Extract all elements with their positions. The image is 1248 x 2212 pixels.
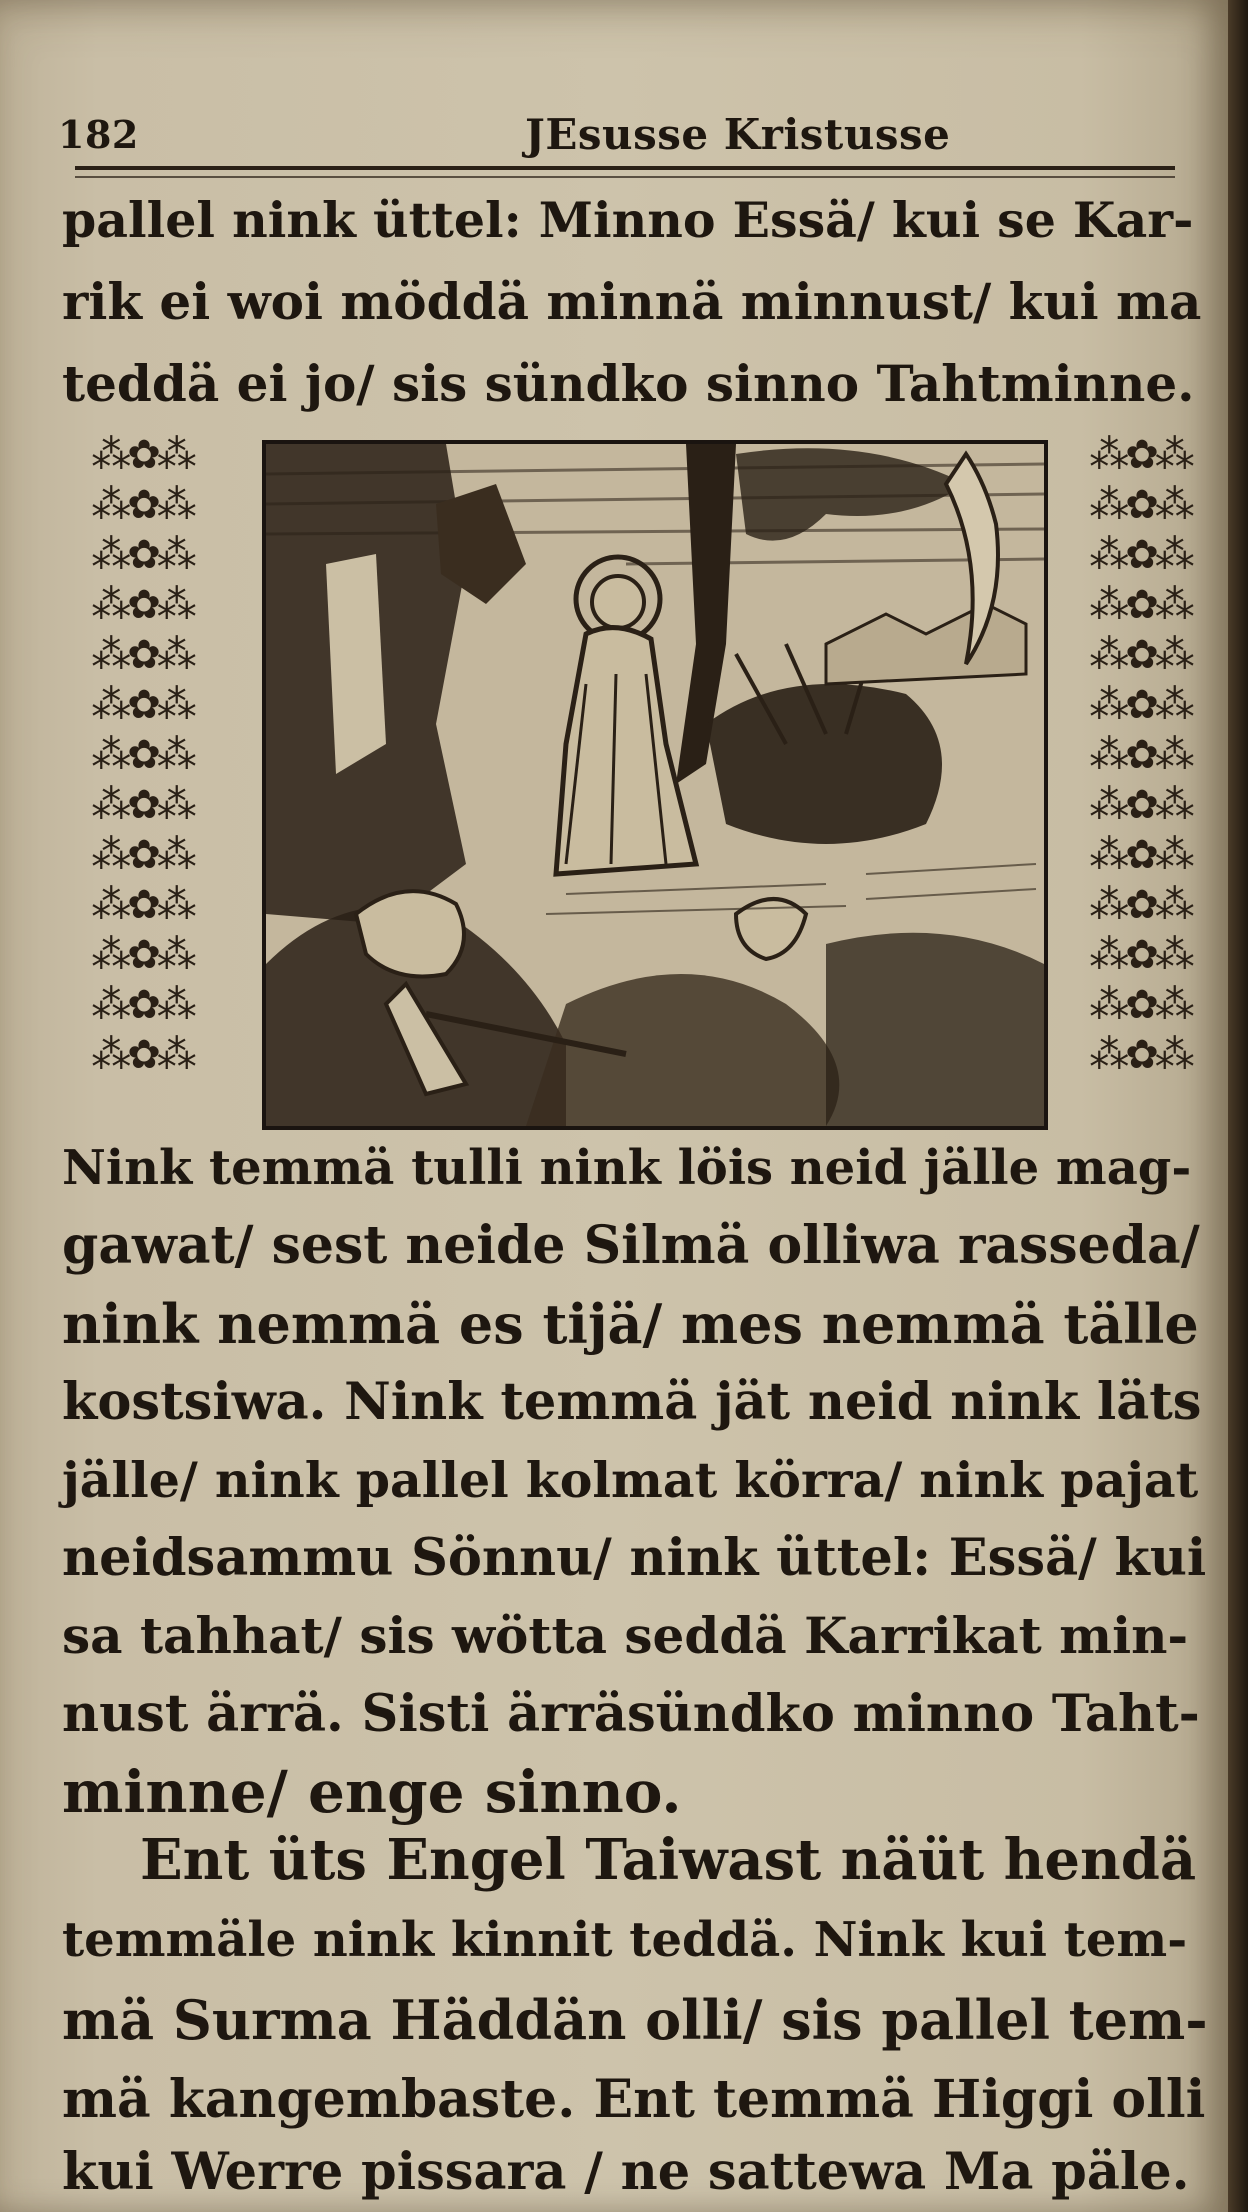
ornament-icon: ⁂✿⁂ — [1089, 682, 1191, 728]
ornament-icon: ⁂✿⁂ — [91, 982, 193, 1028]
page-number: 182 — [58, 112, 139, 157]
ornament-icon: ⁂✿⁂ — [1089, 932, 1191, 978]
text-line: teddä ei jo/ sis sündko sinno Tahtminne. — [62, 354, 1195, 413]
running-title: JEsusse Kristusse — [525, 110, 951, 159]
ornament-icon: ⁂✿⁂ — [1089, 1032, 1191, 1078]
woodcut-image — [266, 444, 1044, 1126]
ornament-icon: ⁂✿⁂ — [91, 882, 193, 928]
ornament-icon: ⁂✿⁂ — [91, 482, 193, 528]
ornament-icon: ⁂✿⁂ — [91, 732, 193, 778]
text-line: kostsiwa. Nink temmä jät neid nink läts — [62, 1372, 1202, 1432]
header-rule-secondary — [75, 176, 1175, 178]
text-line: Ent üts Engel Taiwast näüt hendä — [140, 1827, 1197, 1893]
ornament-icon: ⁂✿⁂ — [1089, 882, 1191, 928]
text-line: neidsammu Sönnu/ nink üttel: Essä/ kui — [62, 1528, 1207, 1588]
text-line: nust ärrä. Sisti ärräsündko minno Taht- — [62, 1684, 1200, 1744]
book-page-edge — [1228, 0, 1248, 2212]
ornament-icon: ⁂✿⁂ — [91, 682, 193, 728]
text-line: kui Werre pissara / ne sattewa Ma päle. — [62, 2142, 1190, 2202]
header-rule — [75, 166, 1175, 170]
ornament-icon: ⁂✿⁂ — [1089, 732, 1191, 778]
ornament-icon: ⁂✿⁂ — [91, 532, 193, 578]
woodcut-illustration — [262, 440, 1048, 1130]
text-line: nink nemmä es tijä/ mes nemmä tälle — [62, 1292, 1199, 1356]
ornament-icon: ⁂✿⁂ — [1089, 782, 1191, 828]
ornament-column-right — [1060, 430, 1220, 1080]
ornament-icon: ⁂✿⁂ — [1089, 982, 1191, 1028]
text-line: minne/ enge sinno. — [62, 1758, 682, 1826]
ornament-icon: ⁂✿⁂ — [1089, 482, 1191, 528]
text-line: jälle/ nink pallel kolmat körra/ nink pajat — [62, 1451, 1199, 1509]
ornament-icon: ⁂✿⁂ — [91, 432, 193, 478]
ornament-icon: ⁂✿⁂ — [91, 782, 193, 828]
ornament-icon: ⁂✿⁂ — [1089, 632, 1191, 678]
text-line: temmäle nink kinnit teddä. Nink kui tem- — [62, 1912, 1188, 1968]
ornament-icon: ⁂✿⁂ — [1089, 532, 1191, 578]
text-line: pallel nink üttel: Minno Essä/ kui se Kar- — [62, 191, 1194, 249]
ornament-icon: ⁂✿⁂ — [91, 1032, 193, 1078]
text-line: sa tahhat/ sis wötta seddä Karrikat min- — [62, 1606, 1189, 1665]
ornament-icon: ⁂✿⁂ — [1089, 582, 1191, 628]
ornament-icon: ⁂✿⁂ — [91, 632, 193, 678]
ornament-icon: ⁂✿⁂ — [91, 582, 193, 628]
ornament-icon: ⁂✿⁂ — [1089, 432, 1191, 478]
text-line: rik ei woi möddä minnä minnust/ kui ma — [62, 272, 1202, 331]
text-line: gawat/ sest neide Silmä olliwa rasseda/ — [62, 1215, 1200, 1276]
text-line: mä kangembaste. Ent temmä Higgi olli — [62, 2069, 1206, 2130]
text-line: mä Surma Häddän olli/ sis pallel tem- — [62, 1988, 1208, 2052]
ornament-icon: ⁂✿⁂ — [91, 932, 193, 978]
ornament-icon: ⁂✿⁂ — [91, 832, 193, 878]
ornament-column-left — [62, 430, 222, 1080]
text-line: Nink temmä tulli nink löis neid jälle mag- — [62, 1140, 1192, 1196]
ornament-icon: ⁂✿⁂ — [1089, 832, 1191, 878]
